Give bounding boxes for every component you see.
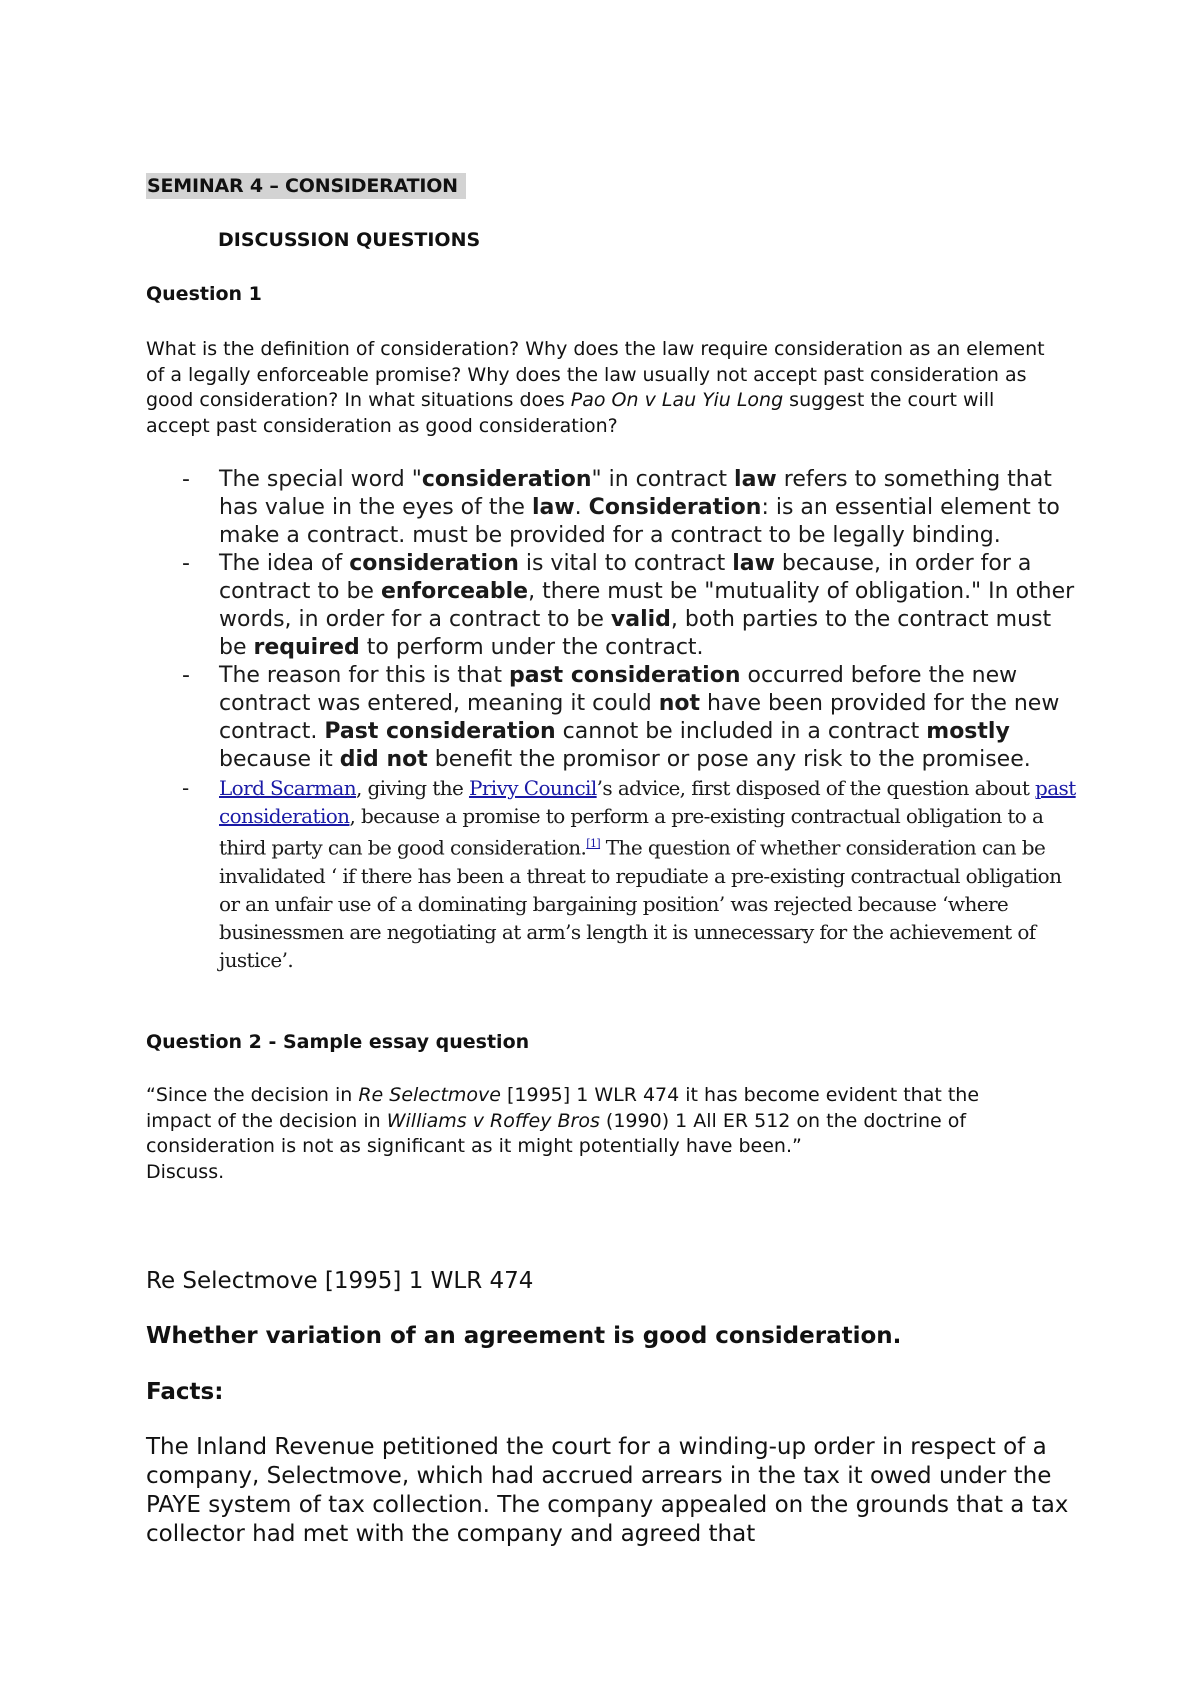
list-item: - The special word "consideration" in contract law refers to something that has value in the eyes of the law. Consideration: is an essential element to make a contract. must be provided for a contract to be legally binding. (182, 467, 1060, 548)
bullet-dash: - (182, 467, 190, 492)
case-name: Williams v Roffey Bros (386, 1109, 600, 1132)
past-consideration-link[interactable]: past consideration (219, 776, 1076, 828)
footnote-link[interactable]: [1] (586, 837, 601, 850)
lord-scarman-link[interactable]: Lord Scarman (219, 776, 356, 800)
bullet-dash: - (182, 776, 189, 800)
list-item: - The idea of consideration is vital to contract law because, in order for a contract to be enforceable, there must be "mutuality of obligation." In other words, in order for a contract to be valid, both parties to the contract must be required to perform under the contract. (182, 551, 1075, 660)
case-name: Pao On v Lau Yiu Long (570, 389, 784, 411)
list-item: - Lord Scarman, giving the Privy Council’s advice, first disposed of the question about past consideration, because a promise to perform a pre-existing contractual obligation to a third party can be good consideration.[1] The question of whether consideration can be invalidated ‘ if there has been a threat to repudiate a pre-existing contractual obligation or an unfair use of a dominating bargaining position’ was rejected because ‘where businessmen are negotiating at arm’s length it is unnecessary for the achievement of justice’. (182, 776, 1076, 972)
list-item: - The reason for this is that past consideration occurred before the new contract was entered, meaning it could not have been provided for the new contract. Past consideration cannot be included in a contract mostly because it did not benefit the promisor or pose any risk to the promisee. (182, 663, 1060, 772)
discussion-questions-heading: DISCUSSION QUESTIONS (218, 229, 481, 251)
seminar-title: SEMINAR 4 – CONSIDERATION (146, 173, 466, 199)
bullet-dash: - (182, 663, 190, 688)
case-name: Re Selectmove (358, 1084, 501, 1106)
privy-council-link[interactable]: Privy Council (468, 776, 597, 800)
case-heading: Re Selectmove [1995] 1 WLR 474 (146, 1268, 534, 1294)
question-1-heading: Question 1 (146, 283, 262, 305)
facts-label: Facts: (146, 1379, 224, 1405)
question-1-text: What is the definition of consideration? Why does the law require consideration as an element of a legally enforceable promise? Why does the law usually not accept past consideration as good consideration? In what situations does Pao On v Lau Yiu Long suggest the court will accept past consideration as good consideration? (146, 338, 1045, 437)
facts-paragraph: The Inland Revenue petitioned the court for a winding-up order in respect of a company, Selectmove, which had accrued arrears in the tax it owed under the PAYE system of tax collection. The company appealed on the grounds that a tax collector had met with the company and agreed that (146, 1434, 1069, 1547)
question-2-text: “Since the decision in Re Selectmove [1995] 1 WLR 474 it has become evident that the impact of the decision in Williams v Roffey Bros (1990) 1 All ER 512 on the doctrine of consideration is not as significant as it might potentially have been.” Discuss. (146, 1084, 980, 1183)
question-2-heading: Question 2 - Sample essay question (146, 1031, 530, 1053)
answer-bullet-list (146, 466, 1076, 974)
case-issue-heading: Whether variation of an agreement is good consideration. (146, 1323, 902, 1349)
bullet-dash: - (182, 551, 190, 576)
discuss-label: Discuss. (146, 1160, 225, 1183)
